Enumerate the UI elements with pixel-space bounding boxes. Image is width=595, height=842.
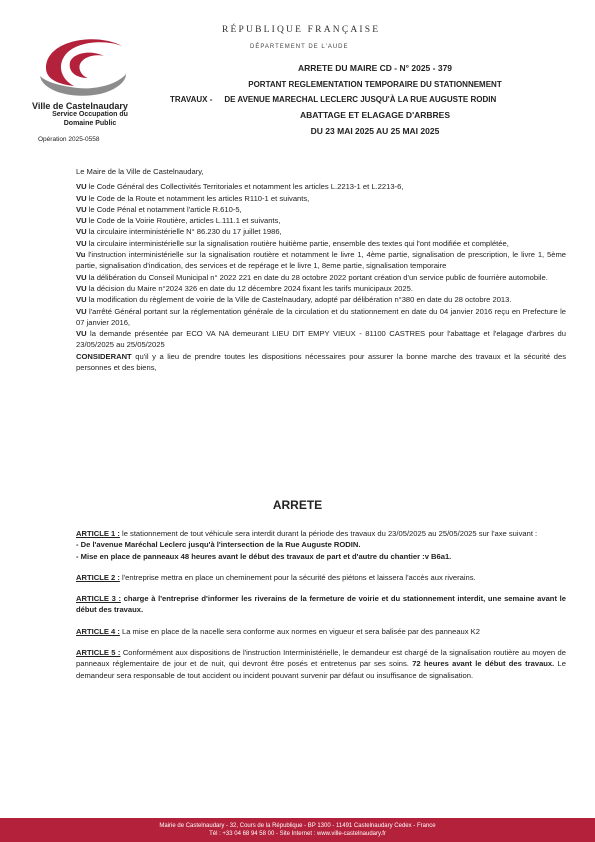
- considerant-item: [76, 215, 566, 226]
- articles-section: [76, 528, 566, 691]
- arrete-works-type: ABATTAGE ET ELAGAGE D'ARBRES: [300, 110, 450, 120]
- article-4-text: La mise en place de la nacelle sera conforme aux normes en vigueur et sera balisée par des panneaux K2: [119, 626, 480, 636]
- article-5: [76, 647, 566, 681]
- arrete-location-lead: TRAVAUX -: [170, 95, 213, 104]
- article-3-label: ARTICLE 3 :: [76, 594, 121, 604]
- article-2-label: ARTICLE 2 :: [76, 572, 120, 582]
- article-5-bold: 72 heures avant le début des travaux.: [412, 659, 555, 669]
- considerant-text: la demande présentée par ECO VA NA demeurant LIEU DIT EMPY VIEUX - 81100 CASTRES pour l'abattage et l'elagage d'arbres du 23/05/2025 au 25/05/2025: [76, 329, 566, 350]
- considerant-keyword: VU: [76, 216, 87, 226]
- maire-line: Le Maire de la Ville de Castelnaudary,: [76, 167, 204, 176]
- arrete-dates: DU 23 MAI 2025 AU 25 MAI 2025: [310, 126, 440, 136]
- castelnaudary-logo-icon: [26, 28, 136, 102]
- considerant-item: [76, 351, 566, 374]
- operation-number: Opération 2025-0558: [38, 136, 100, 143]
- arrete-location-text: DE AVENUE MARECHAL LECLERC JUSQU'À LA RUE AUGUSTE RODIN: [224, 95, 497, 104]
- considerant-keyword: Vu: [76, 250, 86, 260]
- considerant-item: [76, 181, 566, 192]
- article-1: [76, 528, 566, 562]
- considerant-keyword: VU: [76, 193, 87, 203]
- article-3: [76, 593, 566, 616]
- considerant-item: [76, 272, 566, 283]
- considerant-keyword: VU: [76, 272, 87, 282]
- considerant-keyword: CONSIDERANT: [76, 351, 132, 361]
- considerant-item: [76, 226, 566, 237]
- arrete-heading: ARRETE: [272, 498, 323, 512]
- considerant-text: la décision du Maire n°2024 326 en date du 12 décembre 2024 fixant les tarifs municipaux 2025.: [86, 283, 413, 293]
- arrete-location: [170, 95, 580, 104]
- considerant-item: [76, 238, 566, 249]
- article-1-label: ARTICLE 1 :: [76, 529, 120, 538]
- considerant-keyword: VU: [76, 329, 87, 339]
- ville-name: Ville de Castelnaudary: [32, 101, 128, 111]
- considerant-item: [76, 193, 566, 204]
- footer-contact: Tél : +33 04 68 94 58 00 - Site Internet : www.ville-castelnaudary.fr: [209, 831, 386, 837]
- article-1-text: le stationnement de tout véhicule sera interdit durant la période des travaux du 23/05/2025 au 25/05/2025 sur l'axe suivant :: [119, 529, 538, 538]
- article-4-label: ARTICLE 4 :: [76, 626, 120, 636]
- arrete-title-block: [170, 63, 580, 136]
- considerant-keyword: VU: [76, 182, 87, 192]
- considerant-item: [76, 294, 566, 305]
- article-5-text-1: Conformément aux dispositions de l'instruction Interministérielle, le demandeur est chargé de la signalisation routière au moyen de panneaux réglementaire de jour et de nuit, qui devront être posés et entretenus par ses soins.: [76, 648, 566, 669]
- considerant-text: la délibération du Conseil Municipal n° 2022 221 en date du 28 octobre 2022 portant création d'un service public de fourrière automobile.: [86, 272, 548, 282]
- considerant-item: [76, 283, 566, 294]
- considerant-text: la circulaire interministérielle sur la signalisation routière huitième partie, ensemble des textes qui l'ont modifiée et complétée,: [86, 238, 509, 248]
- considerant-text: le Code de la Route et notamment les articles R110-1 et suivants,: [86, 193, 310, 203]
- considerant-keyword: VU: [76, 295, 87, 305]
- footer-bar: [0, 818, 595, 842]
- considerant-text: la modification du règlement de voirie de la Ville de Castelnaudary, adopté par délibération n°380 en date du 28 octobre 2013.: [86, 295, 512, 305]
- article-4: [76, 626, 566, 637]
- considerant-text: qu'il y a lieu de prendre toutes les dispositions nécessaires pour assurer la bonne marche des travaux et la sécurité des personnes et des biens,: [76, 351, 566, 373]
- considerant-keyword: VU: [76, 227, 87, 237]
- article-1-bullet-1: - De l'avenue Maréchal Leclerc jusqu'à l'intersection de la Rue Auguste RODIN.: [76, 540, 361, 550]
- footer-address: Mairie de Castelnaudary - 32, Cours de la République - BP 1300 - 11491 Castelnaudary Cedex - France: [159, 823, 436, 829]
- considerant-keyword: VU: [76, 204, 87, 214]
- considerant-keyword: VU: [76, 283, 87, 293]
- considerant-keyword: VU: [76, 306, 87, 316]
- considerants-list: [76, 181, 566, 373]
- considerant-keyword: VU: [76, 238, 87, 248]
- considerant-item: [76, 328, 566, 351]
- considerant-text: la circulaire interministérielle N° 86.230 du 17 juillet 1986,: [86, 227, 282, 237]
- article-5-label: ARTICLE 5 :: [76, 648, 121, 658]
- article-1-bullet-2: - Mise en place de panneaux 48 heures avant le début des travaux de part et d'autre du chantier :v B6a1.: [76, 551, 452, 561]
- article-2-text: l'entreprise mettra en place un cheminement pour la sécurité des piétons et laissera l'accès aux riverains.: [119, 572, 476, 582]
- article-2: [76, 572, 566, 583]
- considerant-text: l'arrêté Général portant sur la réglementation générale de la circulation et du stationnement en date du 04 janvier 2016 reçu en Prefecture le 07 janvier 2016,: [76, 306, 566, 327]
- considerant-text: l'instruction interministérielle sur la signalisation routière et notamment le livre 1, 4ème partie, signalisation de prescription, le livre 1, 5ème partie, signalisation d'indication, des services et de repérage et le livre 1, 8eme partie, signalisation temporaire: [76, 250, 566, 271]
- article-3-text: charge à l'entreprise d'informer les riverains de la fermeture de voirie et du stationnement interdit, une semaine avant le début des travaux.: [76, 594, 566, 615]
- service-name: Service Occupation du Domaine Public: [52, 111, 128, 127]
- considerant-item: [76, 306, 566, 329]
- arrete-number: ARRETE DU MAIRE CD - N° 2025 - 379: [297, 63, 453, 73]
- considerant-text: le Code de la Voirie Routière, articles L.111.1 et suivants,: [86, 216, 281, 226]
- considerant-item: [76, 249, 566, 272]
- considerant-text: le Code Général des Collectivités Territoriales et notamment les articles L.2213-1 et L.2213-6,: [86, 182, 404, 192]
- arrete-subject: PORTANT REGLEMENTATION TEMPORAIRE DU STATIONNEMENT: [248, 80, 502, 89]
- article-5-text-2: Le demandeur sera responsable de tout accident ou incident pouvant survenir par défaut ou insuffisance de signalisation.: [76, 659, 567, 680]
- visas-section: [76, 166, 566, 373]
- considerant-text: le Code Pénal et notamment l'article R.610-5,: [86, 204, 242, 214]
- considerant-item: [76, 204, 566, 215]
- republique-heading: RÉPUBLIQUE FRANÇAISE: [222, 25, 381, 35]
- departement-heading: DÉPARTEMENT DE L'AUDE: [250, 44, 349, 50]
